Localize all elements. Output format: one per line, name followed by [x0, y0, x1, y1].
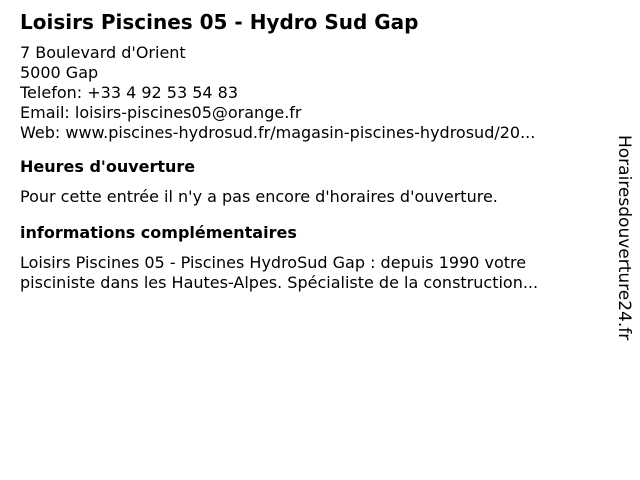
website-line[interactable]: Web: www.piscines-hydrosud.fr/magasin-piscines-hydrosud/20...: [20, 123, 536, 142]
phone-line[interactable]: Telefon: +33 4 92 53 54 83: [20, 83, 239, 102]
additional-info-text: [20, 253, 600, 293]
business-title: Loisirs Piscines 05 - Hydro Sud Gap: [20, 10, 419, 34]
contact-block: [20, 43, 600, 143]
opening-hours-text: Pour cette entrée il n'y a pas encore d'horaires d'ouverture.: [20, 187, 498, 206]
street-address: 7 Boulevard d'Orient: [20, 43, 186, 62]
site-brand-vertical: Horairesdouverture24.fr: [614, 135, 634, 341]
business-details: [20, 9, 600, 293]
city-postcode: 5000 Gap: [20, 63, 99, 82]
opening-hours-heading: Heures d'ouverture: [20, 157, 196, 176]
additional-info-heading: informations complémentaires: [20, 223, 297, 242]
additional-info-line-1: Loisirs Piscines 05 - Piscines HydroSud Gap : depuis 1990 votre: [20, 253, 527, 272]
additional-info-line-2: pisciniste dans les Hautes-Alpes. Spécialiste de la construction...: [20, 273, 539, 292]
email-line[interactable]: Email: loisirs-piscines05@orange.fr: [20, 103, 302, 122]
